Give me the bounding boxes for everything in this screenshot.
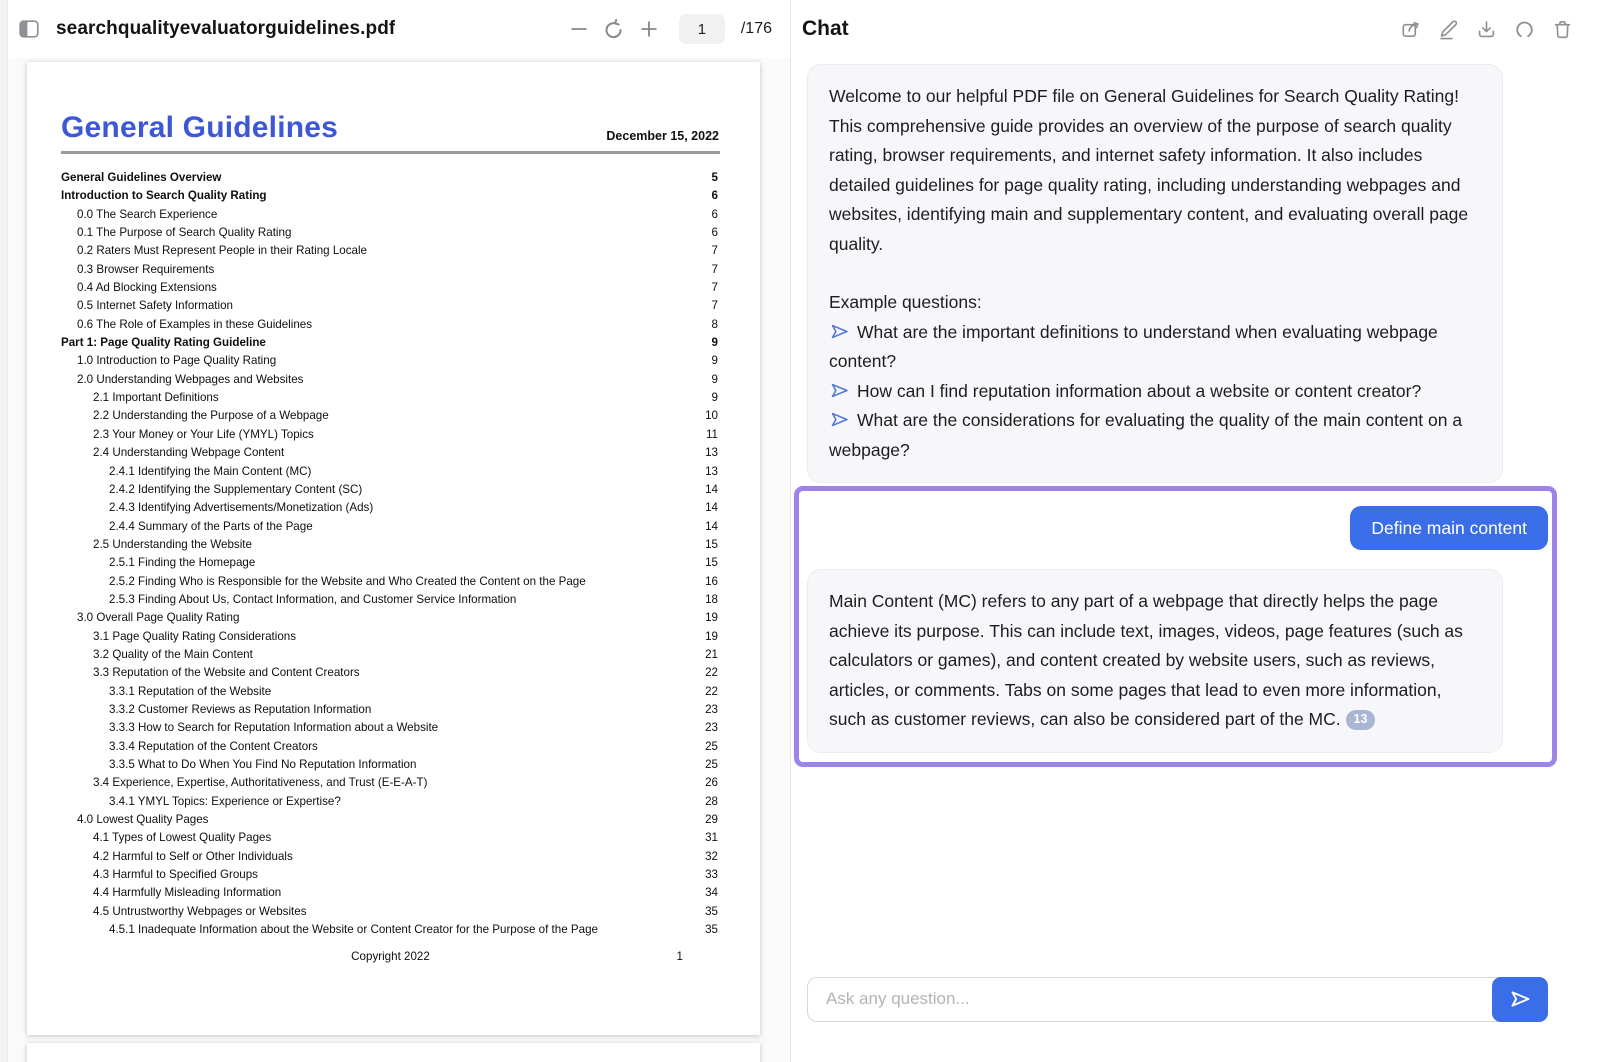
question-chevron-icon (829, 380, 850, 401)
toc-row (27, 886, 760, 904)
chat-message-list[interactable] (791, 58, 1600, 962)
toc-entry-text: 2.4.1 Identifying the Main Content (MC) (109, 464, 312, 478)
pdf-filename: searchqualityevaluatorguidelines.pdf (56, 18, 396, 39)
toc-entry-page: 14 (705, 519, 718, 533)
toc-entry-page: 35 (705, 904, 718, 918)
title-rule (61, 151, 720, 154)
toc-row (27, 795, 760, 813)
pdf-left-gutter (0, 0, 8, 1062)
page-footer (61, 950, 720, 966)
zoom-in-icon[interactable] (636, 16, 662, 42)
sidebar-toggle-icon[interactable] (16, 16, 42, 42)
toc-entry-page: 21 (705, 647, 718, 661)
toc-row (27, 666, 760, 684)
toc-entry-page: 26 (705, 776, 718, 790)
toc-row (27, 428, 760, 446)
toc-entry-text: 2.1 Important Definitions (93, 391, 219, 405)
toc-row (27, 171, 760, 189)
pdf-page-2 (27, 1043, 760, 1062)
toc-row (27, 281, 760, 299)
document-date: December 15, 2022 (606, 129, 719, 143)
toc-entry-page: 7 (711, 262, 718, 276)
toc-entry-page: 22 (705, 684, 718, 698)
toc-entry-page: 16 (705, 574, 718, 588)
toc-entry-page: 23 (705, 721, 718, 735)
toc-row (27, 703, 760, 721)
chat-header (791, 0, 1600, 58)
toc-entry-page: 9 (711, 354, 718, 368)
toc-entry-text: 4.1 Types of Lowest Quality Pages (93, 831, 272, 845)
toc-entry-text: 3.3.3 How to Search for Reputation Information about a Website (109, 721, 439, 735)
toc-entry-text: 3.3.1 Reputation of the Website (109, 684, 272, 698)
example-questions-heading: Example questions: (829, 292, 982, 312)
example-question[interactable] (829, 406, 1481, 465)
pdf-viewport[interactable] (8, 58, 790, 1062)
page-total-label: /176 (740, 20, 772, 37)
example-question-text: How can I find reputation information about a website or content creator? (857, 380, 1422, 401)
trash-icon[interactable] (1550, 17, 1574, 41)
toc-entry-page: 11 (705, 427, 718, 441)
toc-entry-page: 31 (705, 831, 718, 845)
toc-row (27, 538, 760, 556)
toc-entry-page: 7 (711, 281, 718, 295)
edit-icon[interactable] (1436, 17, 1460, 41)
regenerate-icon[interactable] (1512, 17, 1536, 41)
toc-entry-text: 3.0 Overall Page Quality Rating (77, 611, 240, 625)
toc-row (27, 336, 760, 354)
toc-entry-text: 4.0 Lowest Quality Pages (77, 813, 209, 827)
toc-entry-page: 9 (711, 372, 718, 386)
toc-entry-text: 0.1 The Purpose of Search Quality Rating (77, 226, 292, 240)
toc-entry-text: 0.2 Raters Must Represent People in their Rating Locale (77, 244, 368, 258)
toc-row (27, 868, 760, 886)
footer-copyright: Copyright 2022 (351, 950, 430, 963)
send-icon (1508, 987, 1532, 1011)
toc-entry-page: 5 (711, 171, 718, 184)
toc-row (27, 721, 760, 739)
toc-entry-text: 3.1 Page Quality Rating Considerations (93, 629, 297, 643)
toc-entry-page: 22 (705, 666, 718, 680)
toc-entry-text: 1.0 Introduction to Page Quality Rating (77, 354, 277, 368)
toc-entry-text: 2.5.1 Finding the Homepage (109, 556, 256, 570)
toc-entry-text: General Guidelines Overview (61, 171, 222, 184)
toc-entry-page: 9 (711, 391, 718, 405)
toc-row (27, 905, 760, 923)
example-question[interactable] (829, 318, 1481, 377)
chat-actions (1398, 17, 1574, 41)
toc-row (27, 391, 760, 409)
pdf-panel (0, 0, 790, 1062)
toc-entry-text: 2.5.2 Finding Who is Responsible for the Website and Who Created the Content on the Page (109, 574, 586, 588)
highlight-annotation (794, 486, 1557, 767)
page-number-input[interactable] (679, 14, 725, 44)
toc-entry-text: 4.3 Harmful to Specified Groups (93, 868, 258, 882)
toc-entry-text: Part 1: Page Quality Rating Guideline (61, 336, 266, 350)
toc-entry-text: 2.4 Understanding Webpage Content (93, 446, 285, 460)
toc-entry-text: 3.3 Reputation of the Website and Content Creators (93, 666, 360, 680)
pdf-zoom-controls (566, 14, 772, 44)
toc-row (27, 630, 760, 648)
toc-row (27, 758, 760, 776)
assistant-answer-bubble (807, 569, 1503, 753)
toc-row (27, 611, 760, 629)
toc-entry-page: 19 (705, 611, 718, 625)
zoom-out-icon[interactable] (566, 16, 592, 42)
toc-entry-text: Introduction to Search Quality Rating (61, 189, 267, 203)
toc-entry-page: 35 (705, 923, 718, 937)
document-title: General Guidelines (61, 111, 339, 144)
toc-entry-text: 2.3 Your Money or Your Life (YMYL) Topics (93, 427, 314, 441)
welcome-text: Welcome to our helpful PDF file on General Guidelines for Search Quality Rating! This comprehensive guide provides an overview of the purpose of search quality rating, browser requirements, and internet safety information. It also includes detailed guidelines for page quality rating, including understanding webpages and websites, identifying main and supplementary content, and evaluating overall page quality. (829, 86, 1469, 254)
toc-entry-page: 7 (711, 299, 718, 313)
toc-entry-text: 4.4 Harmfully Misleading Information (93, 886, 282, 900)
toc-row (27, 556, 760, 574)
toc-entry-page: 25 (705, 758, 718, 771)
toc-entry-text: 0.5 Internet Safety Information (77, 299, 233, 313)
toc-entry-text: 4.5.1 Inadequate Information about the Website or Content Creator for the Purpose of the Page (109, 923, 598, 937)
toc-entry-text: 3.3.2 Customer Reviews as Reputation Information (109, 702, 372, 716)
toc-entry-text: 3.3.4 Reputation of the Content Creators (109, 739, 318, 753)
toc-row (27, 465, 760, 483)
toc-entry-page: 32 (705, 849, 718, 863)
toc-entry-text: 3.2 Quality of the Main Content (93, 647, 253, 661)
toc-row (27, 923, 760, 941)
toc-row (27, 189, 760, 207)
toc-entry-page: 6 (711, 207, 718, 221)
toc-entry-text: 3.3.5 What to Do When You Find No Reputation Information (109, 758, 417, 771)
toc-entry-page: 34 (705, 886, 718, 900)
toc-row (27, 593, 760, 611)
toc-row (27, 685, 760, 703)
toc-row (27, 318, 760, 336)
toc-entry-page: 25 (705, 739, 718, 753)
toc-row (27, 354, 760, 372)
pdf-page-1 (27, 62, 760, 1035)
toc-entry-page: 15 (705, 556, 718, 570)
user-message-bubble: Define main content (1350, 506, 1548, 550)
chat-title: Chat (802, 17, 849, 40)
toc-entry-text: 2.2 Understanding the Purpose of a Webpage (93, 409, 329, 423)
assistant-welcome-bubble (807, 64, 1503, 483)
toc-entry-text: 4.5 Untrustworthy Webpages or Websites (93, 904, 307, 918)
example-question-text: What are the considerations for evaluating the quality of the main content on a webpage? (829, 410, 1463, 460)
toc-row (27, 740, 760, 758)
toc-entry-page: 9 (711, 336, 718, 350)
toc-row (27, 483, 760, 501)
toc-row (27, 373, 760, 391)
toc-row (27, 648, 760, 666)
toc-entry-page: 19 (705, 629, 718, 643)
toc-row (27, 776, 760, 794)
toc-row (27, 409, 760, 427)
toc-entry-text: 3.4.1 YMYL Topics: Experience or Expertise? (109, 794, 341, 808)
toc-entry-text: 2.5.3 Finding About Us, Contact Information, and Customer Service Information (109, 592, 517, 606)
toc-entry-text: 4.2 Harmful to Self or Other Individuals (93, 849, 293, 863)
toc-entry-page: 14 (705, 501, 718, 515)
share-icon[interactable] (1398, 17, 1422, 41)
toc-entry-page: 6 (711, 189, 718, 203)
toc-row (27, 520, 760, 538)
toc-entry-text: 2.4.2 Identifying the Supplementary Content (SC) (109, 482, 363, 496)
example-questions-list (829, 318, 1481, 466)
toc-entry-page: 14 (705, 482, 718, 496)
toc-entry-page: 29 (705, 813, 718, 827)
example-question-text: What are the important definitions to understand when evaluating webpage content? (829, 321, 1438, 371)
toc-row (27, 850, 760, 868)
reset-zoom-icon[interactable] (601, 16, 627, 42)
download-icon[interactable] (1474, 17, 1498, 41)
toc-entry-text: 0.4 Ad Blocking Extensions (77, 281, 217, 295)
toc-entry-text: 2.0 Understanding Webpages and Websites (77, 372, 304, 386)
pdf-toolbar (8, 0, 790, 58)
footer-page-number: 1 (676, 950, 683, 963)
question-chevron-icon (829, 321, 850, 342)
citation-badge[interactable]: 13 (1346, 710, 1376, 730)
toc-entry-text: 0.3 Browser Requirements (77, 262, 215, 276)
toc-entry-text: 2.4.3 Identifying Advertisements/Monetization (Ads) (109, 501, 374, 515)
toc-row (27, 831, 760, 849)
toc-entry-text: 2.5 Understanding the Website (93, 537, 252, 551)
toc-entry-page: 13 (705, 464, 718, 478)
toc-entry-page: 6 (711, 226, 718, 240)
toc-entry-page: 13 (705, 446, 718, 460)
example-question[interactable] (829, 377, 1481, 407)
toc-entry-page: 15 (705, 537, 718, 551)
chat-input-bar (807, 977, 1547, 1022)
toc-row (27, 575, 760, 593)
answer-text: Main Content (MC) refers to any part of a webpage that directly helps the page achieve its purpose. This can include text, images, videos, page features (such as calculators or games), and content created by website users, such as reviews, articles, or comments. Tabs on some pages that lead to even more information, such as customer reviews, can also be considered part of the MC. (829, 591, 1463, 729)
toc-entry-text: 0.0 The Search Experience (77, 207, 218, 221)
toc-entry-page: 33 (705, 868, 718, 882)
toc-row (27, 501, 760, 519)
question-chevron-icon (829, 409, 850, 430)
toc-entry-text: 2.4.4 Summary of the Parts of the Page (109, 519, 313, 533)
toc-row (27, 446, 760, 464)
toc-list (27, 171, 760, 941)
send-button[interactable] (1492, 977, 1548, 1022)
toc-entry-text: 0.6 The Role of Examples in these Guidelines (77, 317, 313, 331)
toc-row (27, 263, 760, 281)
toc-entry-page: 10 (705, 409, 718, 423)
toc-entry-page: 18 (705, 592, 718, 606)
toc-entry-text: 3.4 Experience, Expertise, Authoritativeness, and Trust (E-E-A-T) (93, 776, 428, 790)
toc-entry-page: 7 (711, 244, 718, 258)
chat-panel (790, 0, 1600, 1062)
toc-row (27, 299, 760, 317)
toc-row (27, 813, 760, 831)
toc-entry-page: 23 (705, 702, 718, 716)
question-input[interactable] (808, 978, 1488, 1020)
toc-row (27, 208, 760, 226)
toc-entry-page: 28 (705, 794, 718, 808)
toc-entry-page: 8 (711, 317, 718, 331)
toc-row (27, 226, 760, 244)
toc-row (27, 244, 760, 262)
user-message-row (807, 506, 1548, 550)
